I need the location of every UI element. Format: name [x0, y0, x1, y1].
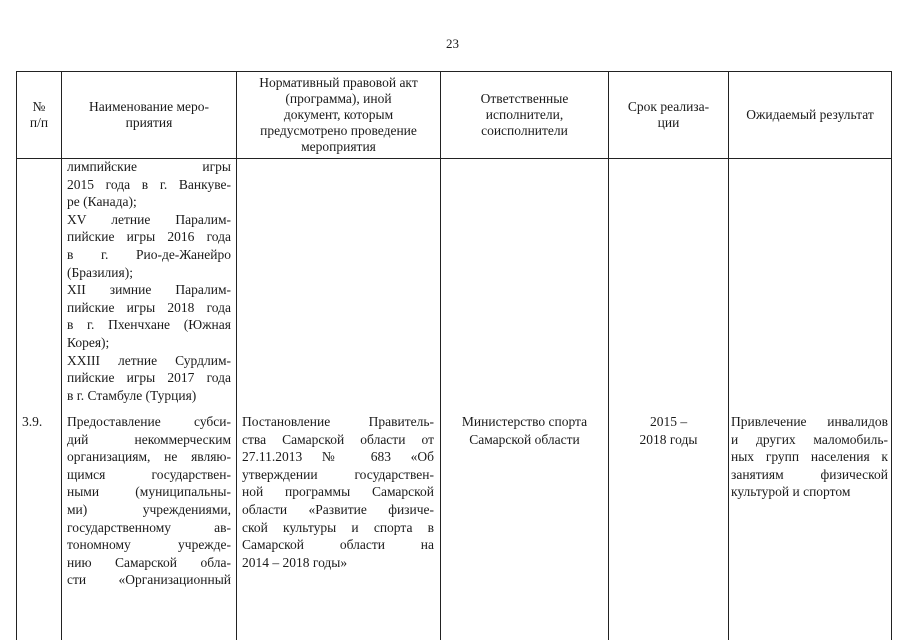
header-term: Срок реализа- ции: [627, 99, 710, 130]
text-line: в г. Рио-де-Жанейро: [67, 246, 231, 262]
text-line: Корея);: [67, 334, 110, 350]
text-line: нию Самарской обла-: [67, 554, 231, 570]
text-line: и других маломобиль-: [731, 431, 888, 447]
text-line: XII зимние Паралим-: [67, 282, 231, 298]
text-line: 2018 годы: [639, 431, 698, 447]
text-line: 27.11.2013 № 683 «Об: [242, 449, 434, 465]
text-line: занятиям физической: [731, 466, 888, 482]
text-line: Привлечение инвалидов: [731, 414, 888, 429]
text-line: Самарской области на: [242, 537, 434, 553]
row-responsible: [441, 413, 608, 448]
text-line: Предоставление субси-: [67, 414, 231, 429]
row-expected-result: [731, 413, 888, 501]
text-line: государственному ав-: [67, 519, 231, 535]
row-event-name: [67, 413, 231, 589]
text-line: 2015 года в г. Ванкуве-: [67, 176, 231, 192]
text-line: Самарской области: [469, 431, 580, 447]
text-line: области «Развитие физиче-: [242, 501, 434, 517]
text-line: 2015 –: [649, 414, 688, 429]
text-line: утверждении государствен-: [242, 466, 434, 482]
text-line: ных групп населения к: [731, 449, 888, 465]
text-line: Постановление Правитель-: [242, 414, 434, 429]
continued-event-name: [67, 158, 231, 404]
text-line: сти «Организационный: [67, 572, 231, 588]
text-line: щимся государствен-: [67, 466, 231, 482]
text-line: ства Самарской области от: [242, 431, 434, 447]
page-number: 23: [446, 36, 459, 51]
text-line: ской культуры и спорта в: [242, 519, 434, 535]
header-number: № п/п: [29, 99, 49, 130]
text-line: ре (Канада);: [67, 194, 137, 210]
text-line: культурой и спортом: [731, 484, 851, 500]
text-line: ными (муниципальны-: [67, 484, 231, 500]
text-line: XXIII летние Сурдлим-: [67, 352, 231, 368]
text-line: пийские игры 2018 года: [67, 299, 231, 315]
text-line: (Бразилия);: [67, 264, 133, 280]
text-line: Министерство спорта: [461, 414, 588, 429]
text-line: в г. Стамбуле (Турция): [67, 387, 197, 403]
row-number: 3.9.: [22, 414, 43, 429]
text-line: пийские игры 2016 года: [67, 229, 231, 245]
text-line: в г. Пхенчхане (Южная: [67, 317, 231, 333]
text-line: тономному учрежде-: [67, 537, 231, 553]
row-term: [609, 413, 728, 448]
text-line: ми) учреждениями,: [67, 501, 231, 517]
header-expected-result: Ожидаемый результат: [746, 107, 874, 122]
header-legal-act: Нормативный правовой акт (программа), иной документ, которым предусмотрено проведение мероприятия: [259, 75, 418, 154]
table-right-border: [891, 71, 892, 640]
text-line: организациям, не являю-: [67, 449, 231, 465]
text-line: 2014 – 2018 годы»: [242, 554, 348, 570]
row-legal-act: [242, 413, 434, 571]
text-line: дий некоммерческим: [67, 431, 231, 447]
text-line: лимпийские игры: [67, 159, 231, 174]
text-line: пийские игры 2017 года: [67, 370, 231, 386]
header-event-name: Наименование меро- приятия: [88, 99, 209, 130]
header-responsible: Ответственные исполнители, соисполнители: [480, 91, 569, 138]
text-line: XV летние Паралим-: [67, 211, 231, 227]
text-line: ной программы Самарской: [242, 484, 434, 500]
